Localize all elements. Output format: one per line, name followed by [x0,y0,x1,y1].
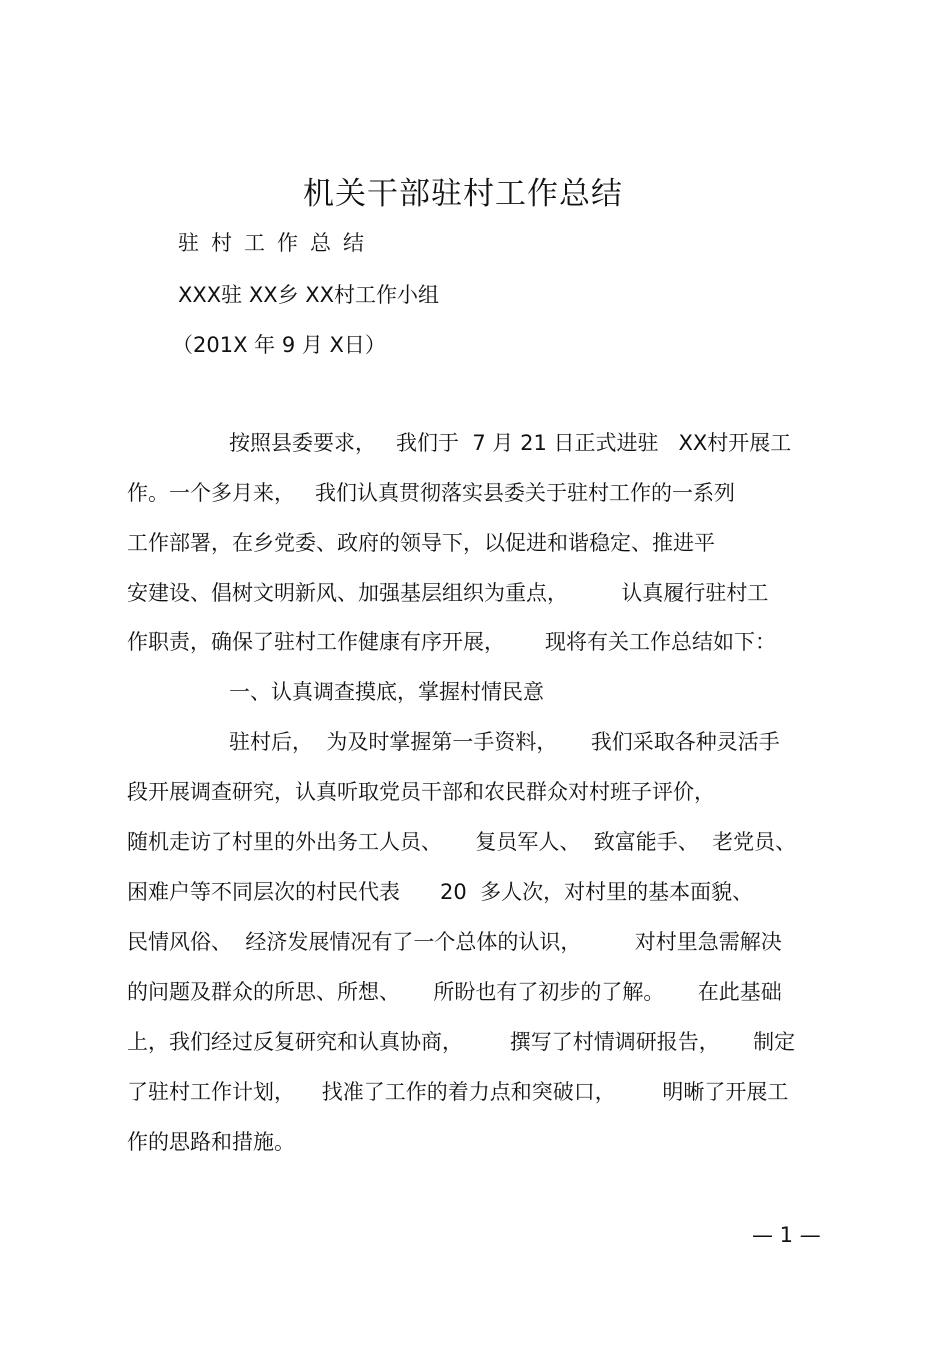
document-date: （201X 年 9 月 X日） [172,333,386,357]
paragraph-line: 安建设、倡树文明新风、加强基层组织为重点， 认真履行驻村工 [127,581,769,605]
paragraph-line: 驻村后， 为及时掌握第一手资料， 我们采取各种灵活手 [229,730,780,754]
paragraph-line: 的问题及群众的所思、所想、 所盼也有了初步的了解。 在此基础 [127,980,782,1004]
paragraph-line: 段开展调查研究，认真听取党员干部和农民群众对村班子评价， [127,780,715,804]
paragraph-line: 按照县委要求， 我们于 7 月 21 日正式进驻 XX村开展工 [229,431,792,455]
document-title: 机关干部驻村工作总结 [303,176,623,212]
paragraph-line: 作的思路和措施。 [127,1130,295,1154]
page-number: — 1 — [752,1223,821,1247]
paragraph-line: 困难户等不同层次的村民代表 20 多人次，对村里的基本面貌、 [127,880,754,904]
document-subheading: 驻村工作总结 [178,231,376,255]
paragraph-line: 上，我们经过反复研究和认真协商， 撰写了村情调研报告， 制定 [127,1030,796,1054]
paragraph-line: 作。一个多月来， 我们认真贯彻落实县委关于驻村工作的一系列 [127,481,736,505]
paragraph-line: 工作部署，在乡党委、政府的领导下，以促进和谐稳定、推进平 [127,531,715,555]
paragraph-line: 了驻村工作计划， 找准了工作的着力点和突破口， 明晰了开展工 [127,1080,789,1104]
paragraph-line: 随机走访了村里的外出务工人员、 复员军人、 致富能手、 老党员、 [127,830,797,854]
paragraph-line: 作职责，确保了驻村工作健康有序开展， 现将有关工作总结如下： [127,630,777,654]
section-heading: 一、认真调查摸底，掌握村情民意 [229,680,544,704]
work-group-name: XXX驻 XX乡 XX村工作小组 [178,283,440,307]
paragraph-line: 民情风俗、 经济发展情况有了一个总体的认识， 对村里急需解决 [127,930,782,954]
